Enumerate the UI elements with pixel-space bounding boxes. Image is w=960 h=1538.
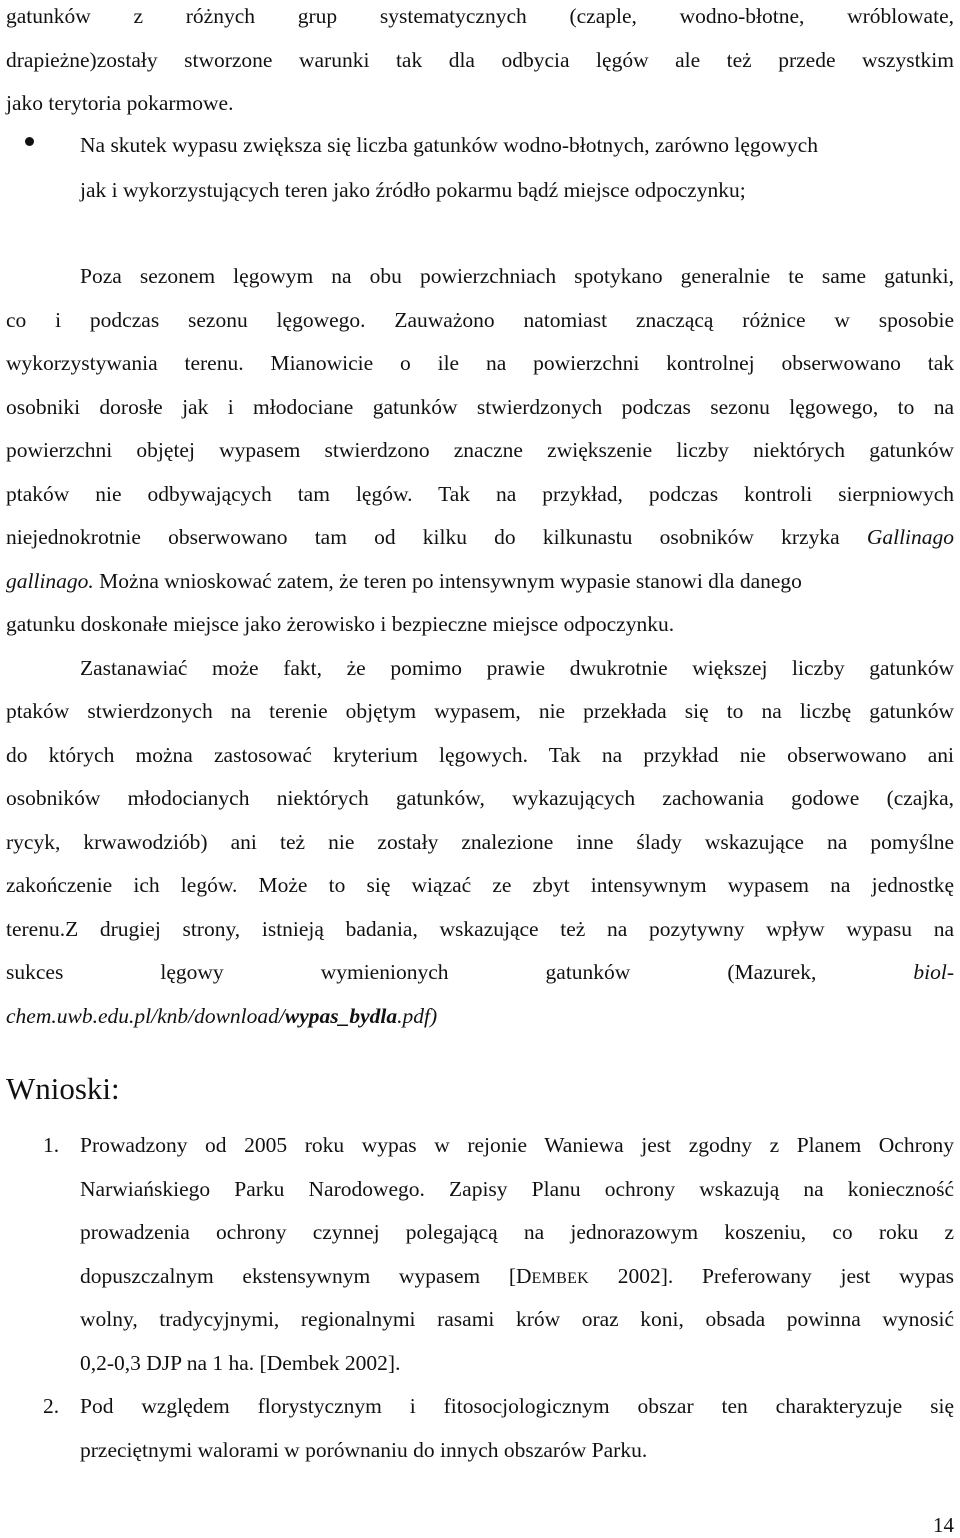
paragraph-first-line: Zastanawiać może fakt, że pomimo prawie dwukrotnie większej liczby gatunków	[80, 656, 954, 680]
text-line: co i podczas sezonu lęgowego. Zauważono natomiast znaczącą różnice w sposobie	[6, 308, 954, 332]
list-item-line: prowadzenia ochrony czynnej polegającą na jednorazowym koszeniu, co roku z	[80, 1220, 954, 1244]
text-line: wykorzystywania terenu. Mianowicie o ile na powierzchni kontrolnej obserwowano tak	[6, 351, 954, 375]
text-line	[6, 958, 954, 986]
text-line: osobniki dorosłe jak i młodociane gatunków stwierdzonych podczas sezonu lęgowego, to na	[6, 395, 954, 419]
citation-link-italic: biol-	[913, 960, 954, 984]
text-span: niejednokrotnie obserwowano tam od kilku do kilkunastu osobników krzyka	[6, 525, 840, 549]
list-item-line: 0,2-0,3 DJP na 1 ha. [Dembek 2002].	[80, 1351, 401, 1375]
text-line: gatunku doskonałe miejsce jako żerowisko i bezpieczne miejsce odpoczynku.	[6, 612, 675, 636]
citation-line	[6, 1002, 954, 1030]
small-caps-author: EMBEK	[531, 1270, 590, 1287]
list-item-line: Prowadzony od 2005 roku wypas w rejonie Waniewa jest zgodny z Planem Ochrony	[80, 1133, 954, 1157]
citation-url-bold	[285, 1004, 397, 1028]
text-line: gatunków z różnych grup systematycznych (czaple, wodno-błotne, wróblowate,	[6, 4, 954, 28]
list-number: 2.	[43, 1394, 60, 1418]
text-span: dopuszczalnym ekstensywnym wypasem [D	[80, 1264, 532, 1288]
text-line: osobników młodocianych niektórych gatunków, wykazujących zachowania godowe (czajka,	[6, 786, 954, 810]
section-heading: Wnioski:	[6, 1071, 120, 1106]
species-name-italic: gallinago.	[6, 569, 94, 593]
text-line	[6, 523, 954, 551]
text-line: ptaków nie odbywających tam lęgów. Tak na przykład, podczas kontroli sierpniowych	[6, 482, 954, 506]
bullet-text-line: jak i wykorzystujących teren jako źródło pokarmu bądź miejsce odpoczynku;	[80, 178, 746, 202]
page-number: 14	[933, 1513, 954, 1537]
text-line	[6, 567, 954, 595]
paragraph-first-line: Poza sezonem lęgowym na obu powierzchniach spotykano generalnie te same gatunki,	[80, 264, 954, 288]
citation-url-bold-text: wypas_bydla	[284, 1004, 398, 1028]
list-item-line: Narwiańskiego Parku Narodowego. Zapisy Planu ochrony wskazują na konieczność	[80, 1177, 954, 1201]
bullet-icon	[25, 137, 34, 146]
citation-url-italic: chem.uwb.edu.pl/knb/download/	[6, 1004, 285, 1028]
text-line: ptaków stwierdzonych na terenie objętym wypasem, nie przekłada się to na liczbę gatunków	[6, 699, 954, 723]
text-line: jako terytoria pokarmowe.	[6, 91, 234, 115]
species-name-italic: Gallinago	[866, 525, 955, 549]
text-line: zakończenie ich legów. Może to się wiązać ze zbyt intensywnym wypasem na jednostkę	[6, 873, 954, 897]
list-item-line: wolny, tradycyjnymi, regionalnymi rasami krów oraz koni, obsada powinna wynosić	[80, 1307, 954, 1331]
text-line: rycyk, krwawodziób) ani też nie zostały znalezione inne ślady wskazujące na pomyślne	[6, 830, 954, 854]
list-item-line	[80, 1262, 954, 1293]
list-item-line: przeciętnymi walorami w porównaniu do innych obszarów Parku.	[80, 1438, 648, 1462]
bullet-text-line: Na skutek wypasu zwiększa się liczba gatunków wodno-błotnych, zarówno lęgowych	[80, 133, 818, 157]
text-line: do których można zastosować kryterium lęgowych. Tak na przykład nie obserwowano ani	[6, 743, 954, 767]
citation-url-italic: .pdf)	[397, 1004, 438, 1028]
list-number: 1.	[43, 1133, 60, 1157]
list-item-line: Pod względem florystycznym i fitosocjologicznym obszar ten charakteryzuje się	[80, 1394, 954, 1418]
text-span: 2002]. Preferowany jest wypas	[589, 1264, 955, 1288]
text-span: sukces lęgowy wymienionych gatunków (Mazurek,	[6, 960, 817, 984]
text-line: terenu.Z drugiej strony, istnieją badania, wskazujące też na pozytywny wpływ wypasu na	[6, 917, 954, 941]
text-line: drapieżne)zostały stworzone warunki tak dla odbycia lęgów ale też przede wszystkim	[6, 48, 954, 72]
text-span: Można wnioskować zatem, że teren po intensywnym wypasie stanowi dla danego	[93, 569, 802, 593]
text-line: powierzchni objętej wypasem stwierdzono znaczne zwiększenie liczby niektórych gatunków	[6, 438, 954, 462]
